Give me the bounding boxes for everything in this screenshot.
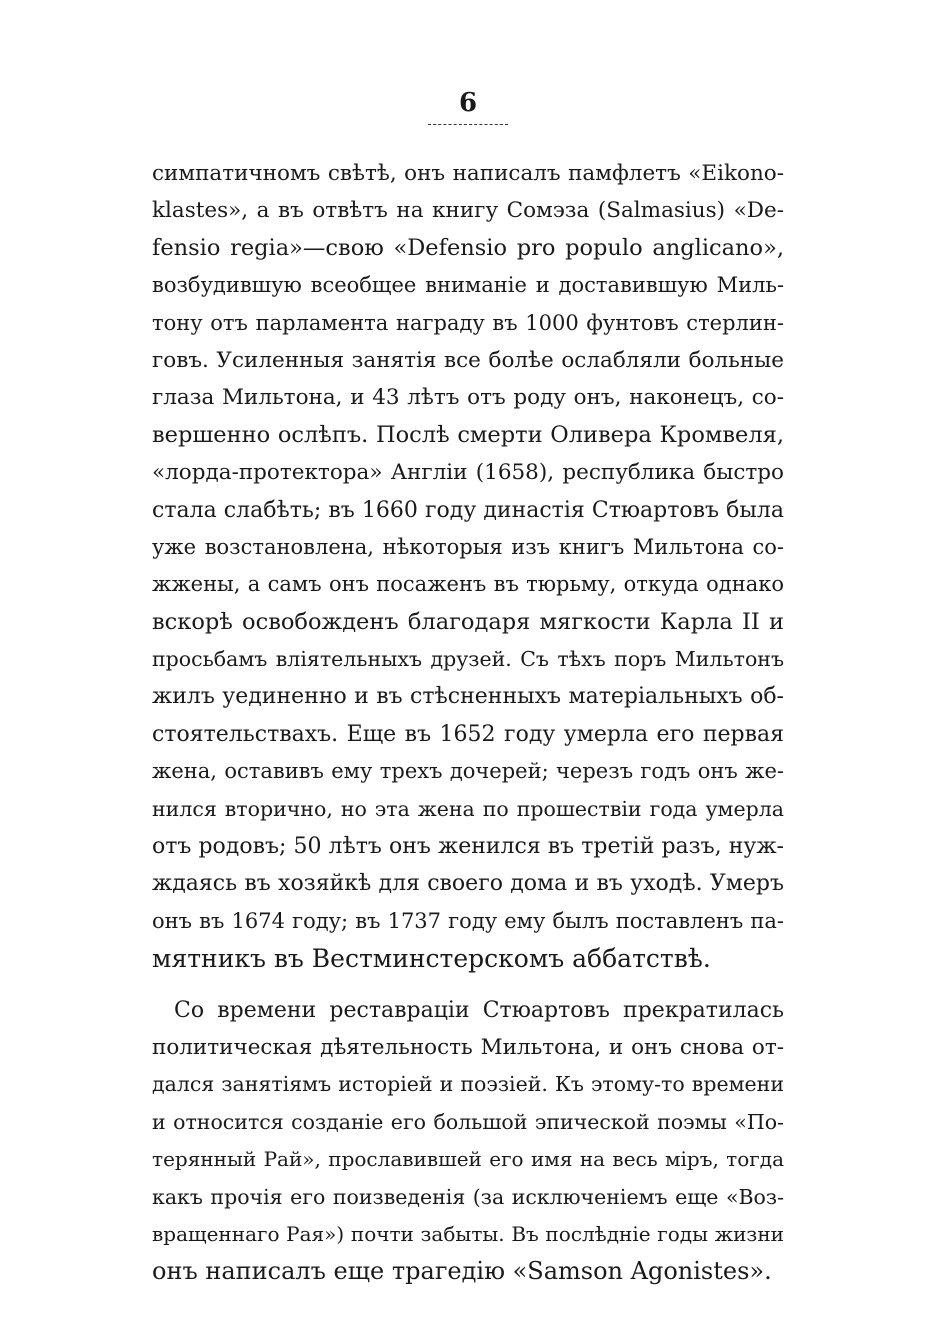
text-line: симпатичномъ свѣтѣ, онъ написалъ памфлетъ «Eikono- (152, 161, 784, 186)
text-line: политическая дѣятельность Мильтона, и онъ снова от- (152, 1034, 784, 1060)
text-line: мятникъ въ Вестминстерскомъ аббатствѣ. (152, 944, 711, 974)
text-line: вращеннаго Рая») почти забыты. Въ послѣдніе годы жизни (152, 1221, 784, 1246)
text-line: просьбамъ вліятельныхъ друзей. Съ тѣхъ поръ Мильтонъ (152, 647, 784, 672)
text-line: жена, оставивъ ему трехъ дочерей; черезъ годъ онъ же- (152, 759, 784, 784)
text-line: вскорѣ освобожденъ благодаря мягкости Карла II и (152, 608, 784, 635)
paragraph-2 (152, 992, 784, 1291)
text-line: жжены, а самъ онъ посаженъ въ тюрьму, откуда однако (152, 572, 784, 597)
page-number: 6 (458, 88, 478, 118)
text-line: онъ въ 1674 году; въ 1737 году ему былъ поставленъ па- (152, 908, 784, 933)
text-line: жилъ уединенно и въ стѣсненныхъ матеріальныхъ об- (152, 684, 784, 710)
text-line: терянный Рай», прославившей его имя на весь міръ, тогда (152, 1147, 784, 1172)
text-line: ждаясь въ хозяйкѣ для своего дома и въ уходѣ. Умеръ (152, 871, 784, 897)
text-line: «лорда-протектора» Англіи (1658), республика быстро (152, 460, 784, 486)
text-line: вершенно ослѣпъ. Послѣ смерти Оливера Кромвеля, (152, 421, 784, 448)
page-number-rule (428, 124, 508, 125)
text-line: стала слабѣть; въ 1660 году династія Стюартовъ была (152, 497, 784, 523)
text-line: возбудившую всеобщее вниманіе и доставившую Миль- (152, 273, 784, 298)
text-line: уже возстановлена, нѣкоторыя изъ книгъ Мильтона со- (152, 534, 784, 559)
text-line: fensio regia»—свою «Defensio pro populo anglicano», (152, 234, 784, 261)
text-line: онъ написалъ еще трагедію «Samson Agonistes». (152, 1257, 772, 1286)
text-line: тону отъ парламента награду въ 1000 фунтовъ стерлин- (152, 310, 784, 335)
text-line: Со времени реставраціи Стюартовъ прекратилась (174, 997, 784, 1023)
text-line: говъ. Усиленныя занятія все болѣе ослабляли больные (152, 347, 784, 373)
text-line: глаза Мильтона, и 43 лѣтъ отъ роду онъ, наконецъ, со- (152, 385, 784, 411)
text-line: дался занятіямъ исторіей и поэзіей. Къ этому-то времени (152, 1072, 784, 1097)
text-line: нился вторично, но эта жена по прошествіи года умерла (152, 796, 784, 821)
text-line: стоятельствахъ. Еще въ 1652 году умерла его первая (152, 721, 784, 747)
text-line: и относится созданіе его большой эпической поэмы «По- (152, 1109, 784, 1134)
text-line: klastes», а въ отвѣтъ на книгу Сомэза (Salmasius) «De- (152, 198, 784, 224)
text-line: какъ прочія его поизведенія (за исключеніемъ еще «Воз- (152, 1184, 784, 1209)
paragraph-1 (152, 155, 784, 978)
text-line: отъ родовъ; 50 лѣтъ онъ женился въ третій разъ, нуж- (152, 834, 784, 860)
body-text (152, 155, 784, 1291)
